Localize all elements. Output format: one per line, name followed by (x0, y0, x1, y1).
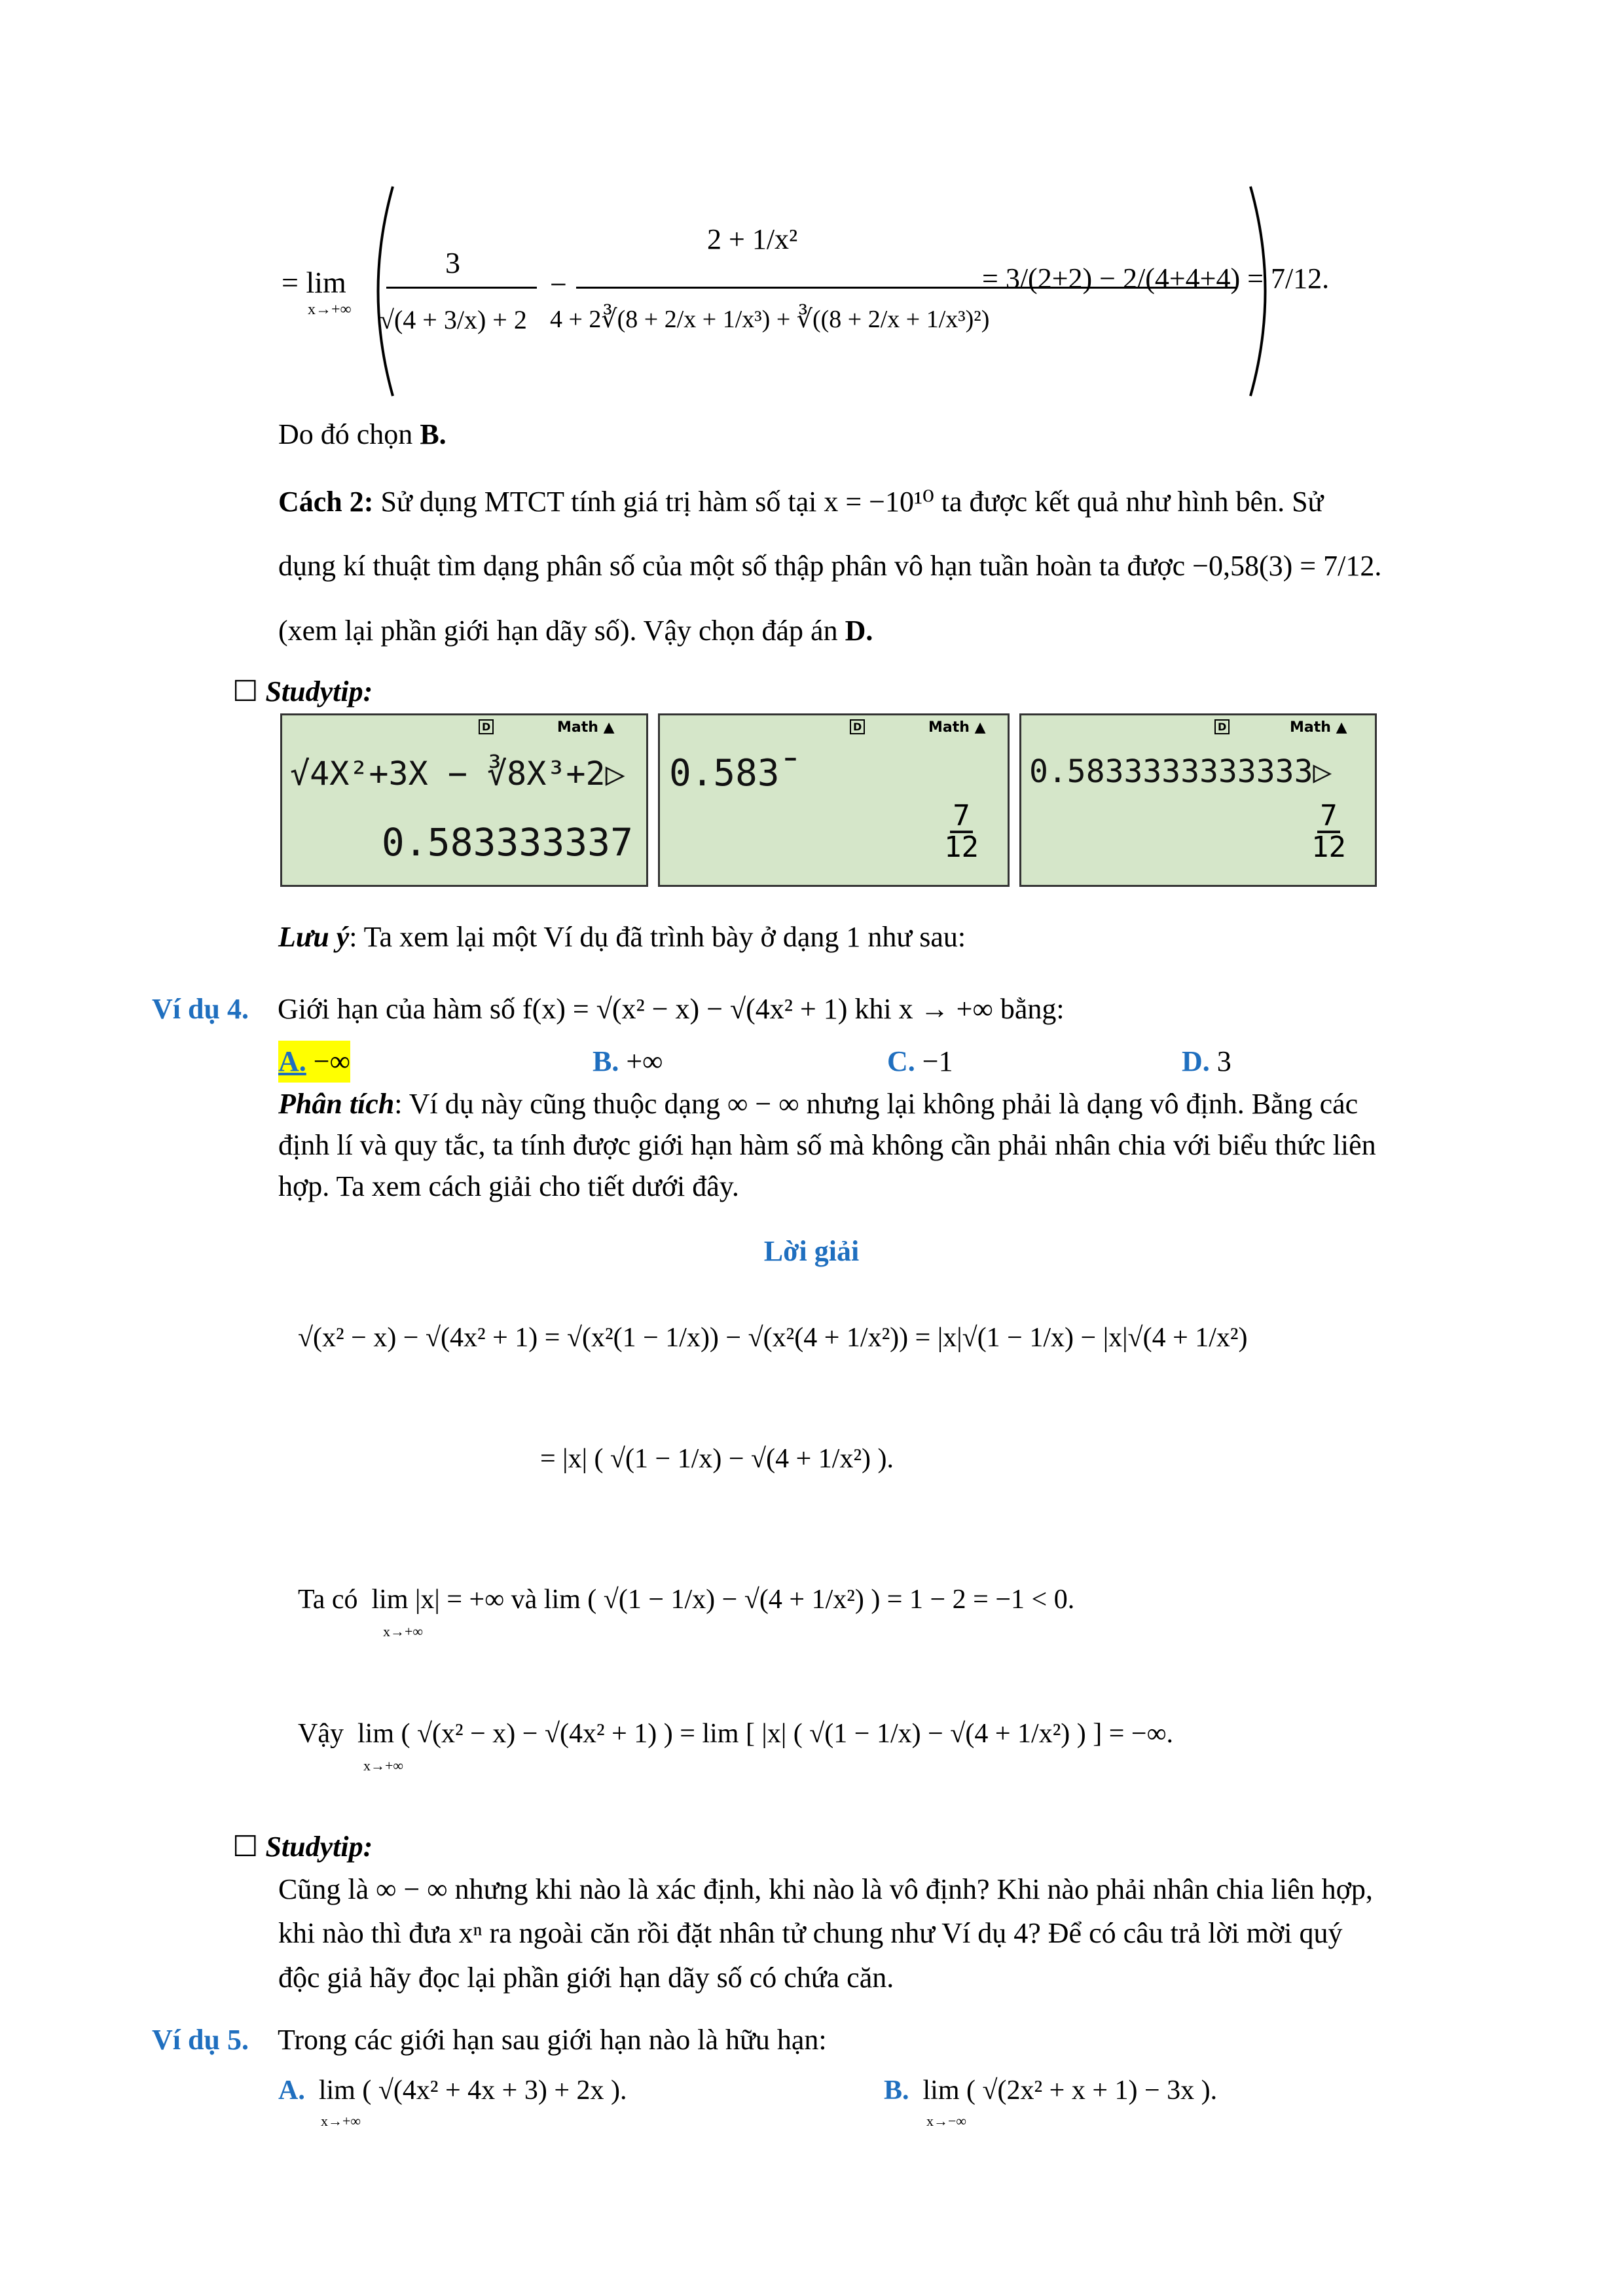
frac-left-den: √(4 + 3/x) + 2 (380, 305, 527, 334)
calc-frac-den: 12 (1311, 831, 1346, 864)
analysis-label: Phân tích (278, 1088, 395, 1120)
option-a-key: A. (278, 1045, 306, 1077)
cach2-answer: D. (845, 615, 873, 647)
note-label: Lưu ý (278, 921, 350, 953)
calc-expression: √4X²+3X − ∛8X³+2▷ (290, 755, 625, 793)
conclusion-answer: B. (420, 418, 447, 450)
calc-fraction (941, 799, 981, 864)
conclusion-line (278, 414, 447, 456)
solution-eq2: = |x| ( √(1 − 1/x) − √(4 + 1/x²) ). (540, 1444, 894, 1474)
studytip-1-label: Studytip: (265, 675, 373, 708)
cach2-line1 (278, 481, 1323, 523)
example-4-label: Ví dụ 4. (152, 993, 249, 1025)
option-b-sub: x→−∞ (926, 2113, 967, 2129)
eq4-sub: x→+∞ (363, 1757, 404, 1774)
calc-frac-num: 7 (950, 802, 973, 833)
note-text: : Ta xem lại một Ví dụ đã trình bày ở dạng 1 như sau: (349, 921, 966, 953)
calc-indicator: D (850, 719, 865, 734)
calculator-screen-1 (280, 713, 648, 887)
example-5-option-b (884, 2075, 1217, 2106)
option-a-key: A. (278, 2075, 305, 2106)
cach2-line3 (278, 610, 873, 652)
example-5-question: Trong các giới hạn sau giới hạn nào là hữu hạn: (278, 2024, 827, 2056)
option-b-value: +∞ (626, 1045, 663, 1077)
solution-eq1: √(x² − x) − √(4x² + 1) = √(x²(1 − 1/x)) − √(x²(4 + 1/x²)) = |x|√(1 − 1/x) − |x|√(4 + 1/x²) (298, 1323, 1248, 1353)
eq4-prefix: Vậy (298, 1719, 344, 1749)
option-d-value: 3 (1216, 1045, 1231, 1077)
calc-result: 0.583333337 (381, 820, 633, 865)
calc-fraction (1309, 799, 1349, 864)
frac-left-bar (386, 287, 537, 289)
analysis-line1 (278, 1083, 1358, 1125)
option-d-key: D. (1182, 1045, 1210, 1077)
frac-right-num: 2 + 1/x² (707, 223, 798, 255)
calculator-screen-3 (1019, 713, 1377, 887)
limit-lead: = lim (282, 266, 346, 299)
studytip-2-line1: Cũng là ∞ − ∞ nhưng khi nào là xác định, khi nào là vô định? Khi nào phải nhân chia liên hợp, (278, 1873, 1373, 1905)
example-5-option-a (278, 2075, 627, 2106)
analysis-line3: hợp. Ta xem cách giải cho tiết dưới đây. (278, 1170, 739, 1202)
checkbox-icon: ☐ (232, 675, 259, 708)
calc-mode: Math ▲ (1290, 719, 1347, 736)
option-b (593, 1041, 663, 1083)
solution-eq4 (298, 1718, 1173, 1749)
calc-mode: Math ▲ (928, 719, 986, 736)
calc-expression: 0.5833333333333▷ (1029, 753, 1332, 790)
minus-sign: − (550, 268, 567, 301)
calculator-screen-2 (658, 713, 1010, 887)
analysis-text1: : Ví dụ này cũng thuộc dạng ∞ − ∞ nhưng lại không phải là dạng vô định. Bằng các (394, 1088, 1359, 1120)
example-5-label: Ví dụ 5. (152, 2024, 249, 2056)
option-a (278, 1041, 350, 1083)
studytip-2-line2: khi nào thì đưa xⁿ ra ngoài căn rồi đặt nhân tử chung như Ví dụ 4? Để có câu trả lời mời quý (278, 1917, 1343, 1949)
calc-frac-den: 12 (944, 831, 979, 864)
cach2-text1: Sử dụng MTCT tính giá trị hàm số tại x = −10¹⁰ ta được kết quả như hình bên. Sử (373, 486, 1324, 518)
calc-expression: 0.583̄ (669, 752, 780, 795)
option-c-key: C. (887, 1045, 915, 1077)
option-b-key: B. (884, 2075, 909, 2106)
option-d (1182, 1041, 1231, 1083)
solution-eq3 (298, 1584, 1074, 1615)
eq3-body: lim |x| = +∞ và lim ( √(1 − 1/x) − √(4 + 1/x²) ) = 1 − 2 = −1 < 0. (371, 1585, 1075, 1615)
option-a-value: −∞ (313, 1045, 350, 1077)
example-4-question-line (152, 988, 1065, 1030)
cach2-label: Cách 2: (278, 486, 374, 518)
example-4-question: Giới hạn của hàm số f(x) = √(x² − x) − √(4x² + 1) khi x → +∞ bằng: (278, 993, 1065, 1025)
conclusion-text: Do đó chọn (278, 418, 420, 450)
option-a-sub: x→+∞ (321, 2113, 361, 2129)
analysis-line2: định lí và quy tắc, ta tính được giới hạn hàm số mà không cần phải nhân chia với biểu thức liên (278, 1129, 1376, 1161)
calc-mode: Math ▲ (557, 719, 615, 736)
example-5-question-line (152, 2019, 827, 2061)
option-a-expression: lim ( √(4x² + 4x + 3) + 2x ). (318, 2075, 627, 2106)
cach2-text3: (xem lại phần giới hạn dãy số). Vậy chọn đáp án (278, 615, 845, 647)
studytip-2 (232, 1826, 373, 1868)
calc-indicator: D (1214, 719, 1230, 734)
eq3-sub: x→+∞ (383, 1623, 424, 1640)
option-c (887, 1041, 953, 1083)
note-line (278, 916, 966, 958)
studytip-2-line3: độc giả hãy đọc lại phần giới hạn dãy số có chứa căn. (278, 1962, 894, 1994)
example-4-options (278, 1041, 1260, 1083)
top-formula-result: = 3/(2+2) − 2/(4+4+4) = 7/12. (982, 262, 1330, 295)
checkbox-icon: ☐ (232, 1831, 259, 1863)
studytip-1 (232, 671, 373, 713)
option-c-value: −1 (922, 1045, 953, 1077)
calc-indicator: D (479, 719, 494, 734)
option-b-key: B. (593, 1045, 619, 1077)
frac-right-den: 4 + 2∛(8 + 2/x + 1/x³) + ∛((8 + 2/x + 1/x³)²) (550, 306, 990, 333)
limit-sub: x→+∞ (308, 301, 352, 318)
eq4-body: lim ( √(x² − x) − √(4x² + 1) ) = lim [ |x| ( √(1 − 1/x) − √(4 + 1/x²) ) ] = −∞. (357, 1719, 1174, 1749)
calc-frac-num: 7 (1317, 802, 1340, 833)
studytip-2-label: Studytip: (265, 1831, 373, 1863)
solution-heading: Lời giải (763, 1235, 860, 1267)
frac-left-num: 3 (445, 246, 460, 279)
big-left-paren (360, 183, 399, 399)
cach2-line2: dụng kí thuật tìm dạng phân số của một số thập phân vô hạn tuần hoàn ta được −0,58(3) = 7/12. (278, 550, 1382, 582)
option-b-expression: lim ( √(2x² + x + 1) − 3x ). (922, 2075, 1218, 2106)
eq3-prefix: Ta có (298, 1585, 358, 1615)
